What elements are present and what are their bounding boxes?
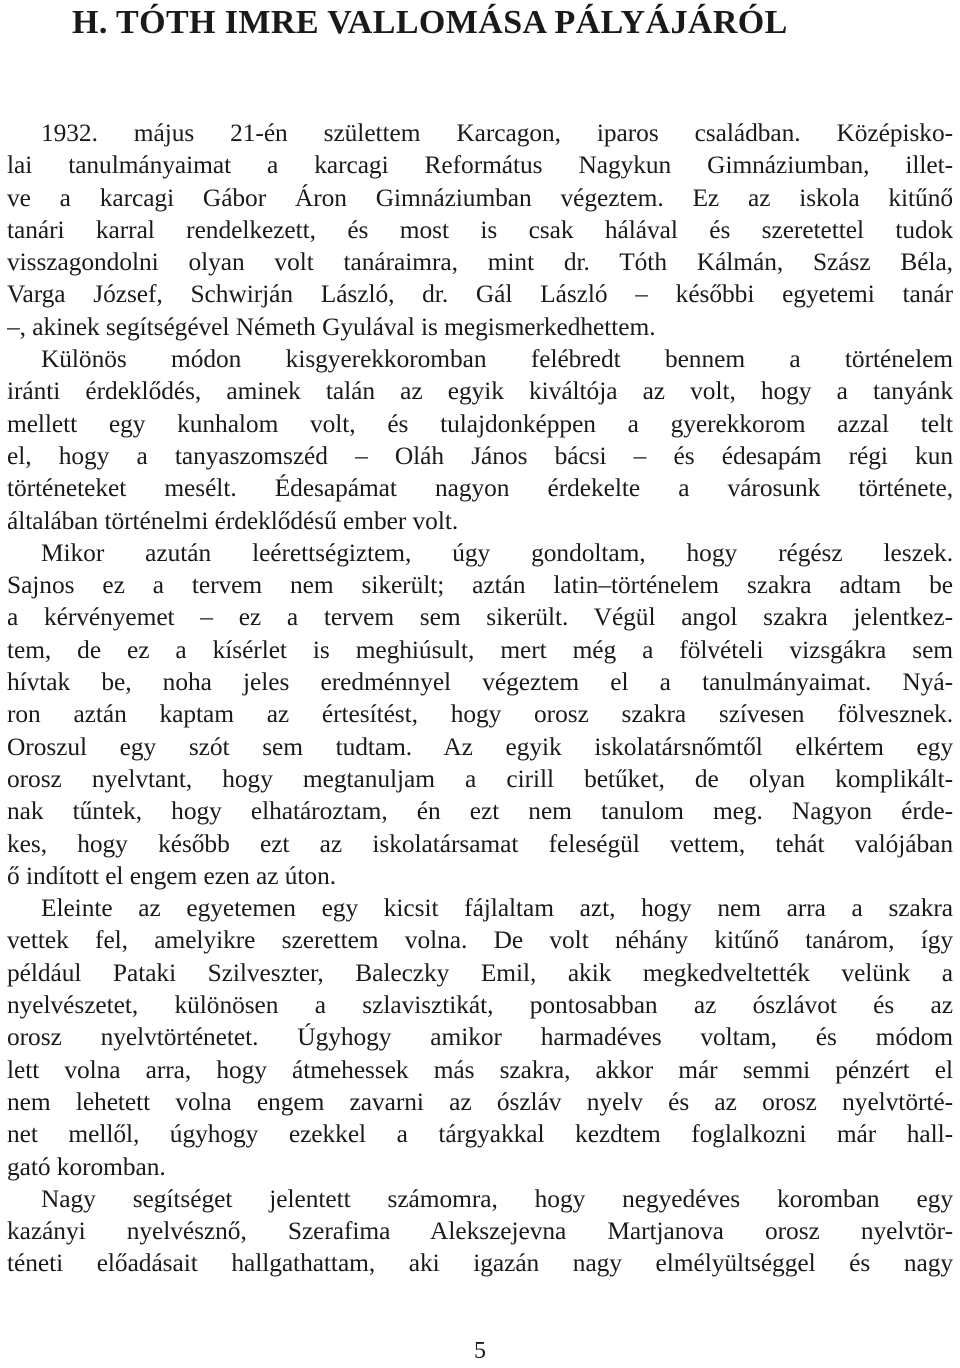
page-title: H. TÓTH IMRE VALLOMÁSA PÁLYÁJÁRÓL [72,4,788,41]
text-line: történeteket mesélt. Édesapámat nagyon érdekelte a városunk története, [7,474,953,503]
text-line: 1932. május 21-én születtem Karcagon, iparos családban. Középisko- [41,119,953,147]
text-line: Mikor azután leérettségiztem, úgy gondoltam, hogy régész leszek. [41,538,953,567]
text-line: általában történelmi érdeklődésű ember volt. [7,506,459,535]
text-line: orosz nyelvtant, hogy megtanuljam a cirill betűket, de olyan komplikált- [7,764,953,793]
text-line: ve a karcagi Gábor Áron Gimnáziumban végeztem. Ez az iskola kitűnő [7,183,953,212]
text-line: hívtak be, noha jeles eredménnyel végeztem el a tanulmányaimat. Nyá- [7,668,953,697]
text-line: Varga József, Schwirján László, dr. Gál László – későbbi egyetemi tanár [7,280,953,309]
text-line: például Pataki Szilveszter, Baleczky Emil, akik megkedveltették velünk a [7,958,953,987]
text-line: lai tanulmányaimat a karcagi Református Nagykun Gimnáziumban, illet- [7,151,953,180]
text-line: tanári karral rendelkezett, és most is csak hálával és szeretettel tudok [7,215,953,244]
text-line: téneti előadásait hallgathattam, aki igazán nagy elmélyültséggel és nagy [7,1249,953,1278]
text-line: Eleinte az egyetemen egy kicsit fájlaltam azt, hogy nem arra a szakra [41,894,953,923]
text-line: lett volna arra, hogy átmehessek más szakra, akkor már semmi pénzért el [7,1055,953,1084]
text-line: Oroszul egy szót sem tudtam. Az egyik iskolatársnőmtől elkértem egy [7,732,953,761]
body-text [7,117,953,1280]
text-line: gató koromban. [7,1152,166,1181]
text-line: net mellől, úgyhogy ezekkel a tárgyakkal kezdtem foglalkozni már hall- [7,1120,953,1149]
text-line: kazányi nyelvésznő, Szerafima Alekszejevna Martjanova orosz nyelvtör- [7,1217,953,1246]
text-line: Nagy segítséget jelentett számomra, hogy negyedéves koromban egy [41,1184,953,1213]
text-line: tem, de ez a kísérlet is meghiúsult, mert még a fölvételi vizsgákra sem [7,635,953,664]
text-line: ő indított el engem ezen az úton. [7,861,337,890]
text-line: Sajnos ez a tervem nem sikerült; aztán latin–történelem szakra adtam be [7,571,953,600]
text-line: kes, hogy később ezt az iskolatársamat feleségül vettem, tehát valójában [7,829,953,858]
text-line: orosz nyelvtörténetet. Úgyhogy amikor harmadéves voltam, és módom [7,1023,953,1052]
text-line: iránti érdeklődés, aminek talán az egyik kiváltója az volt, hogy a tanyánk [7,377,953,406]
text-line: –, akinek segítségével Németh Gyulával is megismerkedhettem. [7,312,656,341]
text-line: nem lehetett volna engem zavarni az ószláv nyelv és az orosz nyelvtörté- [7,1087,953,1116]
text-line: Különös módon kisgyerekkoromban felébredt bennem a történelem [41,345,953,374]
text-line: nak tűntek, hogy elhatároztam, én ezt nem tanulom meg. Nagyon érde- [7,797,953,826]
text-line: a kérvényemet – ez a tervem sem sikerült. Végül angol szakra jelentkez- [7,603,953,632]
text-line: el, hogy a tanyaszomszéd – Oláh János bácsi – és édesapám régi kun [7,441,953,470]
text-line: ron aztán kaptam az értesítést, hogy orosz szakra szívesen fölvesznek. [7,700,953,729]
text-line: nyelvészetet, különösen a szlavisztikát, pontosabban az ószlávot és az [7,991,953,1020]
text-line: visszagondolni olyan volt tanáraimra, mint dr. Tóth Kálmán, Szász Béla, [7,248,953,277]
page-number: 5 [474,1338,486,1364]
text-line: vettek fel, amelyikre szerettem volna. De volt néhány kitűnő tanárom, így [7,926,953,955]
text-line: mellett egy kunhalom volt, és tulajdonképpen a gyerekkorom azzal telt [7,409,953,438]
